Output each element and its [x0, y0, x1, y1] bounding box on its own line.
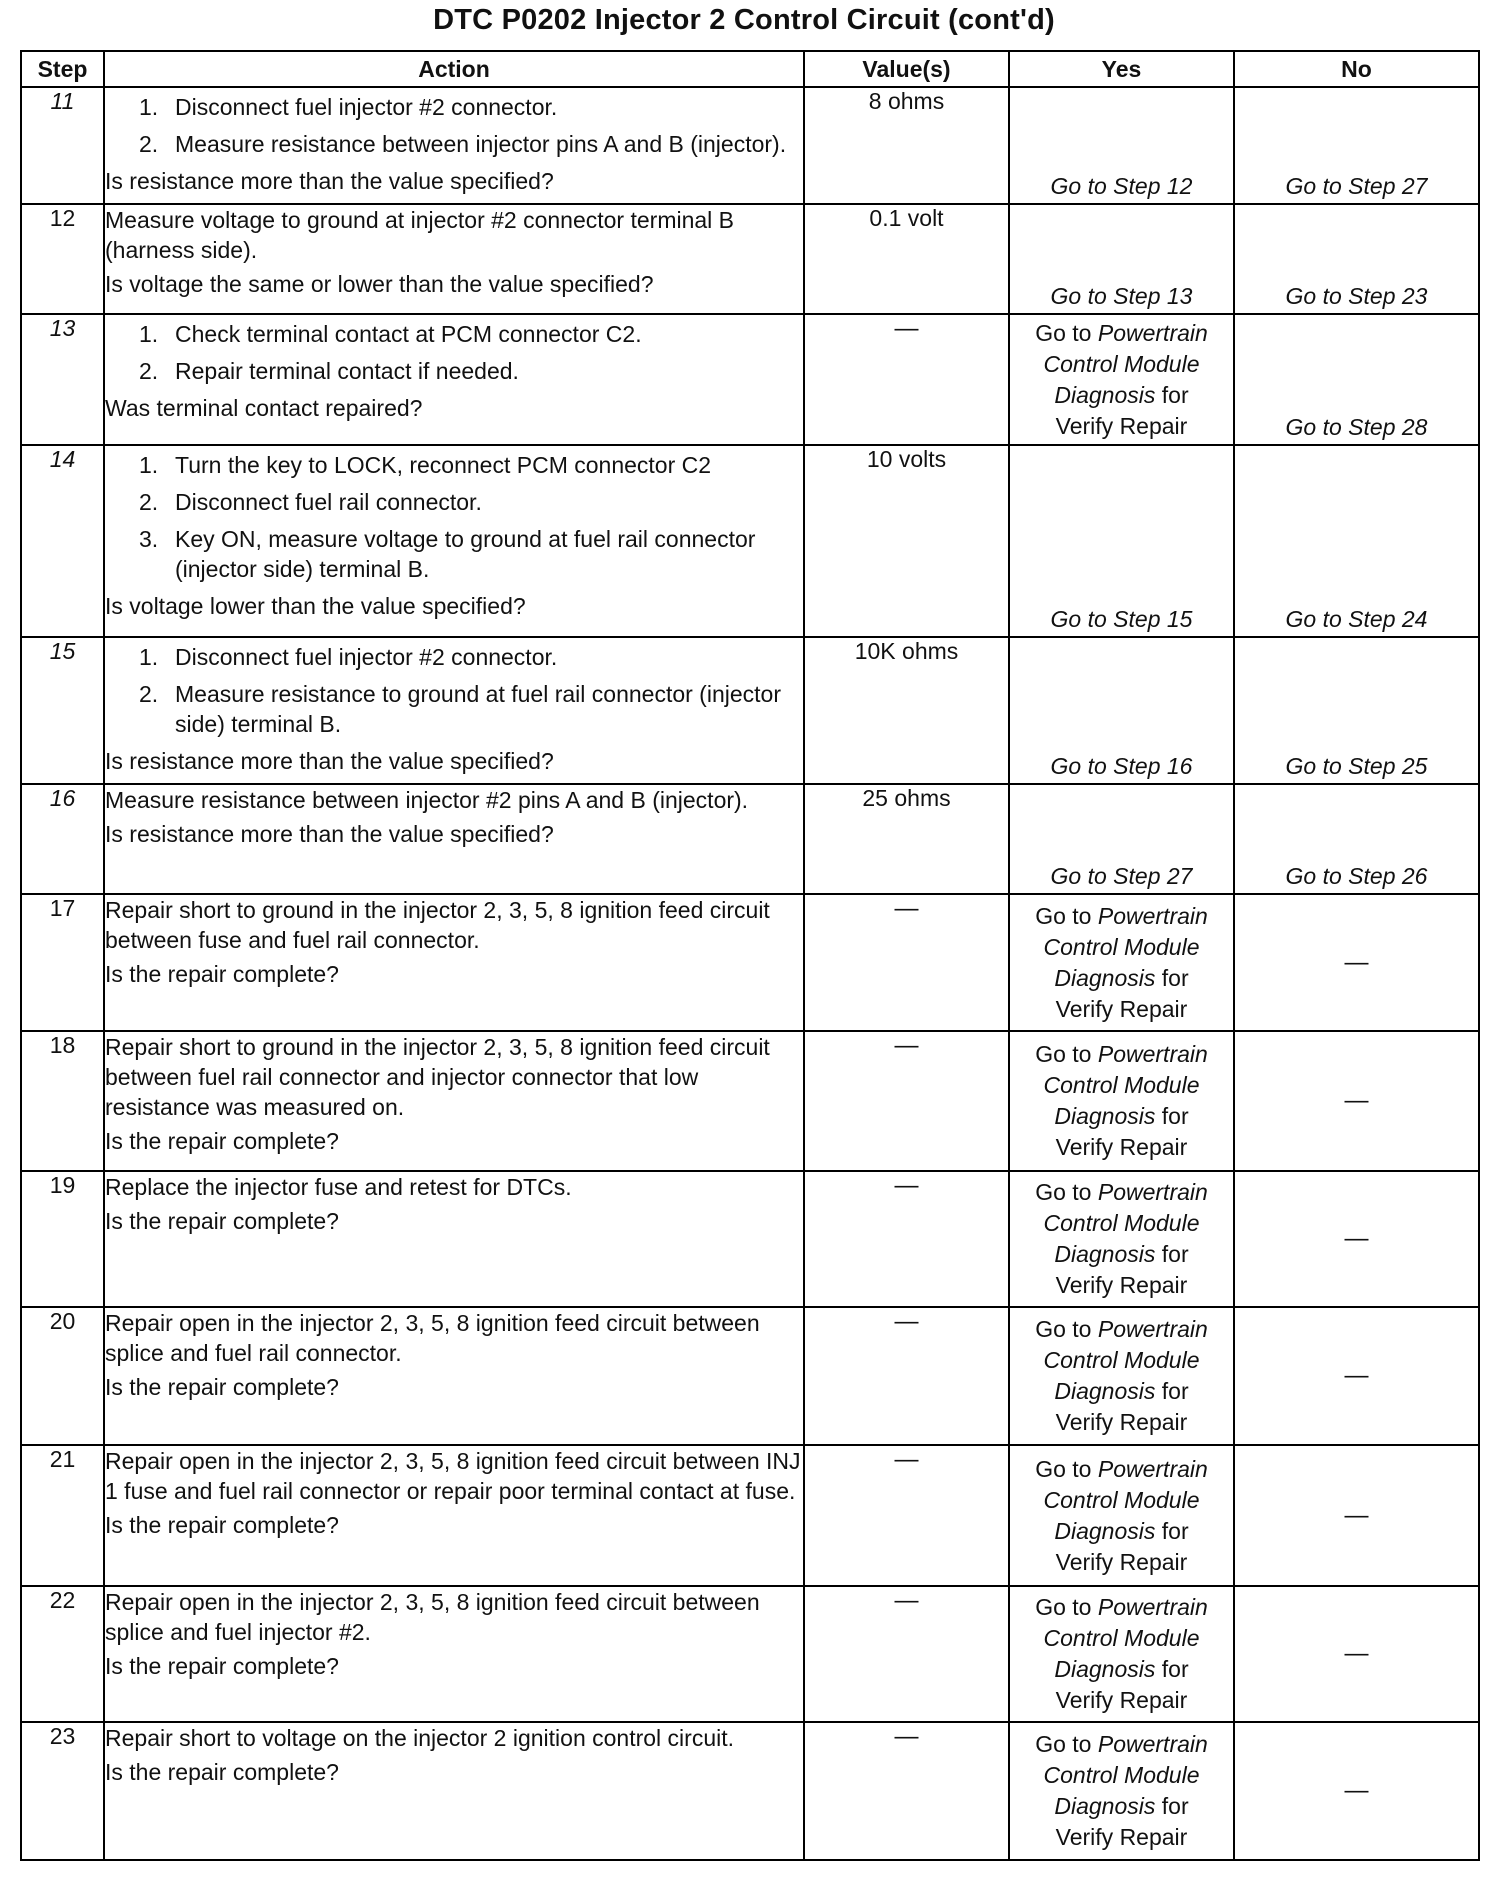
table-row [21, 314, 1479, 445]
table-row [21, 87, 1479, 204]
verify-repair-text: Verify Repair [1055, 1409, 1188, 1435]
action-step-item [105, 129, 803, 159]
goto-text: Go to [1035, 1041, 1092, 1067]
step-item-number: 2. [139, 358, 159, 384]
yes-line [1010, 1239, 1233, 1270]
step-number: 11 [21, 87, 104, 204]
powertrain-text: Powertrain [1097, 1594, 1208, 1620]
step-item-number: 1. [139, 321, 159, 347]
yes-goto-step: Go to Step 12 [1050, 173, 1193, 199]
table-row [21, 445, 1479, 637]
action-text: Repair open in the injector 2, 3, 5, 8 ignition feed circuit between splice and fuel injector #2. [105, 1589, 760, 1645]
value-cell: — [804, 1171, 1009, 1307]
action-question: Is voltage the same or lower than the value specified? [105, 271, 654, 297]
no-dash: — [1344, 1225, 1369, 1252]
diagnosis-text: Diagnosis [1054, 1378, 1156, 1404]
verify-repair-text: Verify Repair [1055, 1548, 1188, 1575]
action-steps [105, 319, 803, 386]
table-row [21, 637, 1479, 784]
step-item-text: Check terminal contact at PCM connector C2. [175, 321, 642, 347]
action-text: Repair short to ground in the injector 2, 3, 5, 8 ignition feed circuit between fuel rail connector and injector connector that low resistance was measured on. [105, 1034, 770, 1120]
no-cell [1234, 1586, 1479, 1722]
no-goto-step: Go to Step 26 [1285, 863, 1428, 889]
yes-cell [1009, 637, 1234, 784]
step-number: 15 [21, 637, 104, 784]
action-cell [104, 87, 804, 204]
header-no: No [1234, 51, 1479, 87]
diagnosis-text: Diagnosis [1054, 964, 1156, 991]
no-goto-step: Go to Step 27 [1285, 173, 1428, 199]
powertrain-reference [1010, 1454, 1233, 1578]
step-item-text: Disconnect fuel injector #2 connector. [175, 94, 558, 120]
action-question: Is the repair complete? [105, 961, 339, 987]
yes-line [1010, 1791, 1233, 1822]
no-cell [1234, 637, 1479, 784]
step-number: 20 [21, 1307, 104, 1445]
action-step-item [105, 450, 803, 480]
action-cell [104, 445, 804, 637]
table-body [21, 87, 1479, 1860]
for-text: for [1161, 1241, 1189, 1267]
for-text: for [1161, 1103, 1189, 1129]
step-number: 19 [21, 1171, 104, 1307]
control-module-text: Control Module [1043, 1347, 1200, 1373]
yes-line [1010, 1592, 1233, 1623]
table-header-row [21, 51, 1479, 87]
table-row [21, 1586, 1479, 1722]
action-cell [104, 1031, 804, 1171]
verify-repair-text: Verify Repair [1055, 413, 1188, 439]
table-row [21, 784, 1479, 894]
yes-cell [1009, 1586, 1234, 1722]
action-step-item [105, 524, 803, 584]
yes-line [1010, 963, 1233, 994]
action-step-item [105, 319, 803, 349]
diagnosis-text: Diagnosis [1054, 1241, 1156, 1267]
yes-cell [1009, 1445, 1234, 1586]
value-cell: 0.1 volt [804, 204, 1009, 314]
value-cell: 10K ohms [804, 637, 1009, 784]
control-module-text: Control Module [1043, 1210, 1200, 1236]
action-question: Is the repair complete? [105, 1208, 339, 1234]
powertrain-reference [1010, 1592, 1233, 1716]
table-row [21, 1445, 1479, 1586]
for-text: for [1161, 1378, 1189, 1404]
no-cell [1234, 87, 1479, 204]
action-cell [104, 204, 804, 314]
action-cell [104, 1307, 804, 1445]
diagnosis-text: Diagnosis [1054, 1656, 1156, 1682]
action-cell [104, 1722, 804, 1860]
goto-text: Go to [1035, 1455, 1092, 1482]
no-dash: — [1344, 1362, 1369, 1389]
yes-cell [1009, 1722, 1234, 1860]
yes-goto-step: Go to Step 27 [1050, 863, 1193, 889]
step-item-text: Repair terminal contact if needed. [175, 358, 519, 384]
verify-repair-text: Verify Repair [1055, 1272, 1188, 1298]
yes-cell [1009, 87, 1234, 204]
yes-line [1010, 1314, 1233, 1345]
action-step-item [105, 679, 803, 739]
yes-cell [1009, 784, 1234, 894]
no-goto-step: Go to Step 25 [1285, 753, 1428, 779]
no-goto-step: Go to Step 28 [1285, 414, 1428, 440]
step-item-number: 2. [139, 131, 159, 157]
value-cell: 25 ohms [804, 784, 1009, 894]
control-module-text: Control Module [1043, 933, 1200, 960]
action-steps [105, 92, 803, 159]
step-item-text: Disconnect fuel rail connector. [175, 489, 482, 515]
step-item-number: 2. [139, 681, 159, 707]
action-cell [104, 1586, 804, 1722]
step-item-text: Key ON, measure voltage to ground at fuel rail connector (injector side) terminal B. [175, 526, 756, 582]
yes-goto-step: Go to Step 15 [1050, 606, 1193, 632]
goto-text: Go to [1035, 1179, 1092, 1205]
yes-line [1010, 1039, 1233, 1070]
no-cell [1234, 1307, 1479, 1445]
yes-line [1010, 1454, 1233, 1485]
for-text: for [1161, 1517, 1189, 1544]
no-goto-step: Go to Step 23 [1285, 283, 1428, 309]
no-cell [1234, 1722, 1479, 1860]
no-dash: — [1344, 1640, 1369, 1667]
yes-line [1010, 901, 1233, 932]
action-text: Repair short to voltage on the injector 2 ignition control circuit. [105, 1725, 734, 1751]
yes-line [1010, 1516, 1233, 1547]
powertrain-reference [1010, 1729, 1233, 1853]
value-cell: — [804, 1586, 1009, 1722]
header-values: Value(s) [804, 51, 1009, 87]
yes-cell [1009, 445, 1234, 637]
powertrain-reference [1010, 318, 1233, 442]
step-item-number: 3. [139, 526, 159, 552]
action-steps [105, 450, 803, 584]
value-cell: 8 ohms [804, 87, 1009, 204]
action-text: Measure voltage to ground at injector #2 connector terminal B (harness side). [105, 207, 735, 263]
verify-repair-text: Verify Repair [1055, 1687, 1188, 1713]
action-cell [104, 894, 804, 1031]
yes-goto-step: Go to Step 16 [1050, 753, 1193, 779]
action-question: Is resistance more than the value specified? [105, 168, 554, 194]
goto-text: Go to [1035, 1731, 1092, 1757]
control-module-text: Control Module [1043, 1072, 1200, 1098]
table-row [21, 1722, 1479, 1860]
value-cell: — [804, 1031, 1009, 1171]
yes-goto-step: Go to Step 13 [1050, 283, 1193, 309]
goto-text: Go to [1035, 1316, 1092, 1342]
step-item-number: 1. [139, 94, 159, 120]
no-goto-step: Go to Step 24 [1285, 606, 1428, 632]
action-question: Was terminal contact repaired? [105, 395, 423, 421]
action-question: Is voltage lower than the value specified? [105, 593, 526, 619]
verify-repair-text: Verify Repair [1055, 1134, 1188, 1160]
for-text: for [1161, 964, 1189, 991]
no-dash: — [1344, 948, 1369, 976]
yes-cell [1009, 314, 1234, 445]
step-item-text: Disconnect fuel injector #2 connector. [175, 644, 558, 670]
goto-text: Go to [1035, 1594, 1092, 1620]
value-cell: — [804, 314, 1009, 445]
powertrain-text: Powertrain [1097, 1455, 1208, 1482]
diagnosis-text: Diagnosis [1054, 1517, 1156, 1544]
step-item-text: Turn the key to LOCK, reconnect PCM connector C2 [175, 452, 712, 478]
action-step-item [105, 642, 803, 672]
table-row [21, 204, 1479, 314]
step-number: 18 [21, 1031, 104, 1171]
yes-line [1010, 1101, 1233, 1132]
action-text: Replace the injector fuse and retest for DTCs. [105, 1174, 572, 1200]
value-cell: — [804, 1307, 1009, 1445]
table-row [21, 1031, 1479, 1171]
action-step-item [105, 356, 803, 386]
action-cell [104, 1171, 804, 1307]
control-module-text: Control Module [1043, 1762, 1200, 1788]
powertrain-reference [1010, 1177, 1233, 1301]
action-question: Is the repair complete? [105, 1512, 339, 1538]
action-text: Repair open in the injector 2, 3, 5, 8 ignition feed circuit between splice and fuel rail connector. [105, 1310, 760, 1366]
yes-cell [1009, 1307, 1234, 1445]
action-question: Is the repair complete? [105, 1759, 339, 1785]
step-item-text: Measure resistance between injector pins A and B (injector). [175, 131, 787, 157]
control-module-text: Control Module [1043, 351, 1200, 377]
no-cell [1234, 1171, 1479, 1307]
for-text: for [1161, 1793, 1189, 1819]
yes-cell [1009, 894, 1234, 1031]
value-cell: 10 volts [804, 445, 1009, 637]
step-number: 17 [21, 894, 104, 1031]
action-text: Measure resistance between injector #2 pins A and B (injector). [105, 787, 749, 813]
header-action: Action [104, 51, 804, 87]
header-step: Step [21, 51, 104, 87]
action-cell [104, 637, 804, 784]
value-cell: — [804, 1722, 1009, 1860]
powertrain-reference [1010, 1039, 1233, 1163]
powertrain-text: Powertrain [1097, 1316, 1208, 1342]
verify-repair-text: Verify Repair [1055, 995, 1188, 1022]
step-item-text: Measure resistance to ground at fuel rail connector (injector side) terminal B. [175, 681, 781, 737]
no-cell [1234, 1445, 1479, 1586]
control-module-text: Control Module [1043, 1625, 1200, 1651]
no-dash: — [1344, 1777, 1369, 1804]
action-cell [104, 314, 804, 445]
yes-line [1010, 380, 1233, 411]
diagnosis-text: Diagnosis [1054, 1793, 1156, 1819]
verify-repair-text: Verify Repair [1055, 1824, 1188, 1850]
table-row [21, 894, 1479, 1031]
control-module-text: Control Module [1043, 1486, 1200, 1513]
yes-line [1010, 1729, 1233, 1760]
action-question: Is the repair complete? [105, 1128, 339, 1154]
value-cell: — [804, 1445, 1009, 1586]
action-cell [104, 1445, 804, 1586]
yes-line [1010, 318, 1233, 349]
step-number: 21 [21, 1445, 104, 1586]
step-item-number: 1. [139, 644, 159, 670]
no-cell [1234, 894, 1479, 1031]
table-row [21, 1171, 1479, 1307]
for-text: for [1161, 1656, 1189, 1682]
yes-line [1010, 1376, 1233, 1407]
yes-cell [1009, 1031, 1234, 1171]
step-item-number: 2. [139, 489, 159, 515]
powertrain-text: Powertrain [1097, 902, 1208, 929]
action-text: Repair open in the injector 2, 3, 5, 8 ignition feed circuit between INJ 1 fuse and fuel rail connector or repair poor terminal contact at fuse. [105, 1448, 801, 1504]
yes-line [1010, 1654, 1233, 1685]
no-cell [1234, 314, 1479, 445]
action-step-item [105, 487, 803, 517]
yes-cell [1009, 1171, 1234, 1307]
step-number: 13 [21, 314, 104, 445]
action-text: Repair short to ground in the injector 2, 3, 5, 8 ignition feed circuit between fuse and fuel rail connector. [105, 897, 770, 953]
action-question: Is resistance more than the value specified? [105, 821, 554, 847]
goto-text: Go to [1035, 902, 1092, 929]
no-cell [1234, 204, 1479, 314]
powertrain-reference [1010, 1314, 1233, 1438]
no-dash: — [1344, 1087, 1369, 1114]
goto-text: Go to [1035, 320, 1092, 346]
no-cell [1234, 784, 1479, 894]
step-number: 22 [21, 1586, 104, 1722]
step-number: 12 [21, 204, 104, 314]
action-step-item [105, 92, 803, 122]
step-item-number: 1. [139, 452, 159, 478]
diagnostic-table [20, 50, 1480, 1861]
powertrain-text: Powertrain [1097, 1731, 1208, 1757]
powertrain-text: Powertrain [1097, 1041, 1208, 1067]
no-cell [1234, 445, 1479, 637]
diagnosis-text: Diagnosis [1054, 1103, 1156, 1129]
powertrain-reference [1010, 901, 1233, 1025]
header-yes: Yes [1009, 51, 1234, 87]
table-row [21, 1307, 1479, 1445]
for-text: for [1161, 382, 1189, 408]
action-steps [105, 642, 803, 739]
diagnosis-text: Diagnosis [1054, 382, 1156, 408]
no-dash: — [1344, 1501, 1369, 1529]
step-number: 23 [21, 1722, 104, 1860]
step-number: 14 [21, 445, 104, 637]
step-number: 16 [21, 784, 104, 894]
powertrain-text: Powertrain [1097, 1179, 1208, 1205]
page-title: DTC P0202 Injector 2 Control Circuit (cont'd) [433, 4, 1055, 36]
value-cell: — [804, 894, 1009, 1031]
action-question: Is the repair complete? [105, 1374, 339, 1400]
action-cell [104, 784, 804, 894]
action-question: Is the repair complete? [105, 1653, 339, 1679]
yes-cell [1009, 204, 1234, 314]
no-cell [1234, 1031, 1479, 1171]
action-question: Is resistance more than the value specified? [105, 748, 554, 774]
powertrain-text: Powertrain [1097, 320, 1208, 346]
yes-line [1010, 1177, 1233, 1208]
